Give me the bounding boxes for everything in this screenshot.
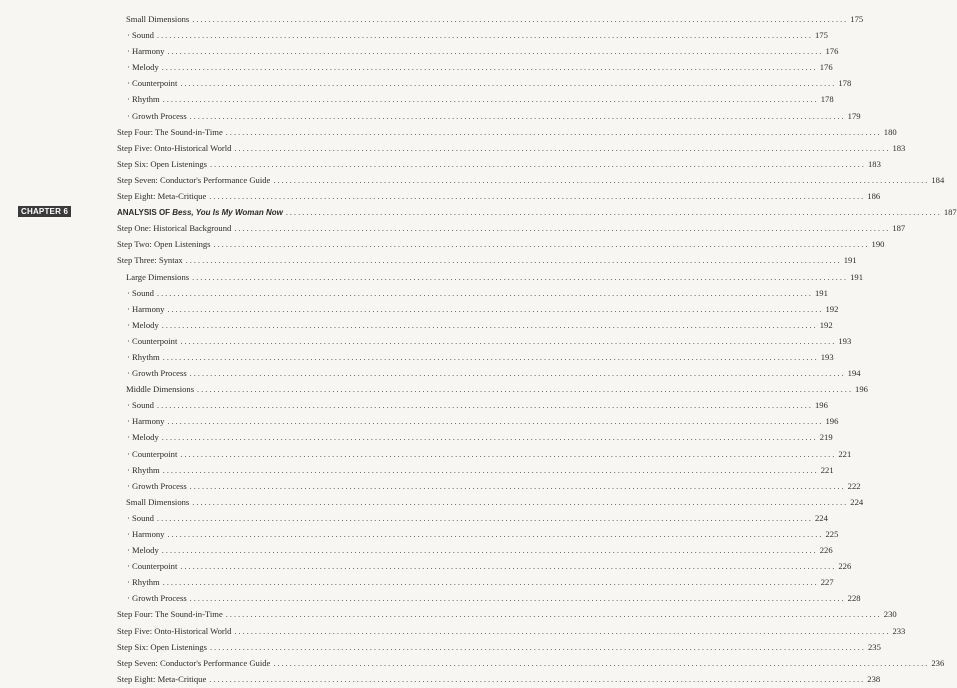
toc-entry-title: Step Two: Open Listenings [117, 239, 211, 250]
toc-entry-title: · Counterpoint [127, 561, 178, 572]
toc-entry-title: · Rhythm [127, 464, 160, 475]
dot-leader: ................................................................................................................................................................ [210, 159, 866, 169]
dot-leader: ................................................................................................................................................................ [161, 63, 818, 73]
dot-leader: ................................................................................................................................................................ [234, 224, 891, 234]
toc-row [0, 43, 839, 59]
toc-entry [126, 11, 864, 28]
toc-entry-page-number: 221 [838, 448, 852, 459]
toc-entry-title: Step Five: Onto-Historical World [117, 625, 232, 636]
dot-leader: ................................................................................................................................................................ [167, 530, 824, 539]
dot-leader: ................................................................................................................................................................ [209, 192, 866, 202]
toc-entry [127, 510, 828, 527]
toc-entry-page-number: 178 [820, 94, 834, 105]
toc-entry [126, 494, 864, 511]
toc-entry-page-number: 193 [820, 351, 834, 362]
toc-entry-title: Step Six: Open Listenings [117, 641, 207, 652]
chapter-row [0, 204, 957, 220]
toc-entry-title: · Melody [127, 319, 159, 330]
toc-entry [117, 172, 945, 189]
toc-entry [127, 43, 839, 60]
toc-entry-title: Step Three: Syntax [117, 255, 183, 266]
toc-row [0, 574, 834, 590]
dot-leader: ................................................................................................................................................................ [273, 175, 930, 185]
toc-entry-title: · Counterpoint [127, 448, 178, 459]
chapter-title [117, 205, 286, 221]
dot-leader: ................................................................................................................................................................ [192, 497, 849, 507]
dot-leader: ................................................................................................................................................................ [225, 127, 882, 137]
toc-entry [117, 655, 945, 672]
toc-entry-title: Small Dimensions [126, 14, 190, 24]
toc-entry-page-number: 235 [868, 641, 881, 652]
toc-row [0, 27, 828, 43]
toc-entry-title: Step Six: Open Listenings [117, 158, 207, 169]
toc-entry [127, 91, 834, 108]
toc-entry [127, 429, 833, 446]
toc-entry-page-number: 226 [819, 545, 833, 556]
toc-entry [117, 639, 881, 656]
toc-entry-page-number: 175 [814, 30, 828, 41]
toc-row [0, 236, 885, 252]
toc-entry [127, 590, 861, 607]
toc-entry-page-number: 194 [847, 368, 861, 379]
toc-entry-title: · Growth Process [127, 110, 187, 121]
dot-leader: ................................................................................................................................................................ [162, 352, 819, 362]
toc-entry [127, 285, 828, 302]
toc-entry-title: · Rhythm [127, 94, 160, 105]
toc-entry [127, 317, 833, 334]
toc-entry-title: · Sound [127, 400, 154, 411]
toc-row [0, 172, 945, 188]
toc-entry-page-number: 219 [819, 432, 833, 443]
toc-entry-page-number: 191 [814, 287, 828, 298]
toc-entry-page-number: 226 [838, 561, 852, 572]
toc-entry-page-number: 192 [825, 303, 839, 314]
toc-entry-title: · Melody [127, 432, 159, 443]
toc-entry [127, 365, 861, 382]
toc-entry-title: · Growth Process [127, 480, 187, 491]
toc-entry-page-number: 196 [855, 384, 868, 395]
toc-entry [127, 446, 852, 463]
toc-entry [127, 108, 861, 125]
chapter-title-italic: Bess, You Is My Woman Now [172, 208, 283, 218]
toc-row [0, 301, 839, 317]
toc-entry [127, 27, 828, 44]
toc-row [0, 655, 945, 671]
dot-leader: ................................................................................................................................................................ [156, 513, 813, 523]
toc-entry-title: Step Eight: Meta-Critique [117, 673, 207, 684]
toc-row [0, 317, 833, 333]
toc-entry-page-number: 224 [814, 512, 828, 523]
dot-leader: ................................................................................................................................................................ [189, 594, 846, 604]
toc-row [0, 220, 906, 236]
toc-entry [117, 623, 906, 640]
toc-entry-title: Step One: Historical Background [117, 223, 232, 234]
toc-entry-page-number: 227 [820, 577, 834, 588]
toc-entry [117, 220, 906, 237]
toc-row [0, 671, 881, 687]
toc-row [0, 526, 839, 542]
toc-entry-page-number: 183 [868, 158, 881, 169]
toc-entry-title: · Harmony [127, 416, 165, 427]
toc-entry-title: Step Five: Onto-Historical World [117, 142, 232, 153]
toc-row [0, 59, 833, 75]
toc-row [0, 11, 864, 27]
toc-row [0, 413, 839, 429]
toc-row [0, 397, 828, 413]
toc-entry [127, 333, 852, 350]
toc-entry-page-number: 192 [819, 319, 833, 330]
toc-entry-page-number: 193 [838, 335, 852, 346]
dot-leader: ................................................................................................................................................................ [180, 562, 837, 572]
toc-entry-title: Middle Dimensions [126, 384, 195, 395]
toc-entry [127, 574, 834, 591]
toc-list-bottom [0, 220, 945, 687]
dot-leader: ................................................................................................................................................................ [234, 626, 891, 636]
dot-leader: ................................................................................................................................................................ [180, 449, 837, 459]
toc-entry-page-number: 178 [838, 78, 852, 89]
toc-entry-page-number: 222 [847, 480, 861, 491]
toc-entry-page-number: 176 [819, 62, 833, 73]
dot-leader: ................................................................................................................................................................ [189, 481, 846, 491]
toc-entry [127, 542, 833, 559]
toc-entry-title: · Counterpoint [127, 78, 178, 89]
toc-entry [117, 188, 881, 205]
dot-leader: ................................................................................................................................................................ [180, 336, 837, 346]
toc-row [0, 108, 861, 124]
dot-leader: ................................................................................................................................................................ [156, 31, 813, 41]
toc-entry [127, 462, 834, 479]
toc-entry-title: Step Four: The Sound-in-Time [117, 609, 223, 620]
toc-entry [126, 269, 863, 286]
toc-entry-title: · Growth Process [127, 368, 187, 379]
toc-entry-title: · Growth Process [127, 593, 187, 604]
toc-entry [127, 397, 828, 414]
toc-row [0, 75, 852, 91]
toc-entry [117, 671, 881, 688]
toc-entry-page-number: 230 [883, 609, 897, 620]
toc-entry-title: · Melody [127, 545, 159, 556]
toc-entry [117, 140, 906, 157]
chapter-badge: CHAPTER 6 [18, 206, 71, 217]
toc-row [0, 252, 857, 268]
toc-entry-page-number: 186 [867, 191, 881, 202]
toc-entry-page-number: 236 [931, 657, 945, 668]
toc-entry [117, 156, 881, 173]
dot-leader: ................................................................................................................................................................ [167, 47, 824, 57]
dot-leader: ................................................................................................................................................................ [161, 433, 818, 443]
dot-leader: ................................................................................................................................................................ [213, 240, 870, 250]
toc-row [0, 542, 833, 558]
dot-leader: ................................................................................................................................................................ [167, 417, 824, 427]
toc-row [0, 156, 881, 172]
toc-entry-page-number: 187 [892, 223, 906, 234]
toc-entry-title: · Harmony [127, 303, 165, 314]
toc-entry-title: · Counterpoint [127, 335, 178, 346]
table-of-contents [0, 11, 957, 687]
toc-row [0, 590, 861, 606]
chapter-title-prefix: ANALYSIS OF [117, 208, 173, 218]
dot-leader: ................................................................................................................................................................ [197, 385, 854, 395]
dot-leader: ................................................................................................................................................................ [189, 111, 846, 121]
toc-entry [117, 236, 885, 253]
toc-row [0, 606, 897, 622]
toc-list-top [0, 11, 945, 204]
dot-leader: ................................................................................................................................................................ [234, 143, 891, 153]
toc-row [0, 558, 852, 574]
toc-entry-title: · Melody [127, 62, 159, 73]
dot-leader: ................................................................................................................................................................ [273, 658, 930, 668]
dot-leader: ................................................................................................................................................................ [156, 401, 813, 411]
dot-leader: ................................................................................................................................................................ [162, 578, 819, 588]
dot-leader: ................................................................................................................................................................ [189, 369, 846, 379]
toc-entry [127, 75, 852, 92]
toc-entry-title: Step Eight: Meta-Critique [117, 191, 207, 202]
toc-entry-title: Small Dimensions [126, 496, 190, 507]
toc-row [0, 478, 861, 494]
toc-entry-title: Step Seven: Conductor's Performance Guide [117, 174, 271, 185]
dot-leader: ................................................................................................................................................................ [167, 304, 824, 314]
toc-row [0, 188, 881, 204]
toc-entry-page-number: 228 [847, 593, 861, 604]
dot-leader: ................................................................................................................................................................ [162, 465, 819, 475]
toc-entry-page-number: 224 [850, 496, 864, 507]
toc-row [0, 623, 906, 639]
dot-leader: ................................................................................................................................................................ [161, 320, 818, 330]
toc-row [0, 140, 906, 156]
toc-row [0, 269, 863, 285]
toc-row [0, 462, 834, 478]
toc-entry-title: · Harmony [127, 46, 165, 57]
toc-row [0, 494, 864, 510]
dot-leader: ................................................................................................................................................................ [192, 15, 849, 24]
toc-entry-page-number: 183 [892, 142, 906, 153]
toc-entry [127, 558, 852, 575]
dot-leader: ................................................................................................................................................................ [209, 674, 866, 684]
toc-entry-page-number: 179 [847, 110, 861, 121]
toc-entry [117, 124, 897, 141]
toc-row [0, 510, 828, 526]
toc-entry [127, 59, 833, 76]
toc-entry-page-number: 191 [843, 255, 857, 266]
toc-entry-title: · Sound [127, 287, 154, 298]
toc-entry-title: · Harmony [127, 529, 165, 539]
toc-entry-title: Step Four: The Sound-in-Time [117, 126, 223, 137]
toc-entry-page-number: 175 [850, 14, 864, 24]
toc-entry-title: Step Seven: Conductor's Performance Guide [117, 657, 271, 668]
toc-row [0, 91, 834, 107]
chapter-entry [117, 204, 957, 221]
dot-leader: ................................................................................................................................................................ [225, 610, 882, 620]
toc-row [0, 639, 881, 655]
dot-leader: ................................................................................................................................................................ [185, 256, 842, 266]
toc-row [0, 333, 852, 349]
toc-entry-title: · Rhythm [127, 577, 160, 588]
toc-entry-page-number: 180 [883, 126, 897, 137]
toc-entry-page-number: 221 [820, 464, 834, 475]
toc-entry [127, 478, 861, 495]
toc-entry-title: · Sound [127, 30, 154, 41]
toc-entry-page-number: 233 [892, 625, 906, 636]
toc-entry-page-number: 196 [814, 400, 828, 411]
toc-entry-page-number: 191 [850, 271, 863, 282]
toc-row [0, 285, 828, 301]
toc-row [0, 429, 833, 445]
toc-entry [127, 301, 839, 318]
toc-entry [127, 413, 839, 430]
dot-leader: ................................................................................................................................................................ [180, 79, 837, 89]
toc-row [0, 446, 852, 462]
toc-row [0, 124, 897, 140]
toc-entry [126, 381, 868, 398]
dot-leader: ................................................................................................................................................................ [162, 95, 819, 105]
toc-entry-page-number: 190 [871, 239, 885, 250]
dot-leader: ................................................................................................................................................................ [156, 288, 813, 298]
chapter-page-number: 187 [943, 207, 957, 218]
toc-entry-title: · Rhythm [127, 351, 160, 362]
toc-entry-title: Large Dimensions [126, 271, 190, 282]
toc-entry [127, 349, 834, 366]
toc-entry-page-number: 176 [825, 46, 839, 57]
toc-entry-page-number: 196 [825, 416, 839, 427]
toc-row [0, 381, 868, 397]
toc-entry [127, 526, 839, 543]
toc-row [0, 365, 861, 381]
toc-entry-title: · Sound [127, 512, 154, 523]
dot-leader: ................................................................................................................................................................ [285, 208, 942, 218]
toc-entry [117, 606, 897, 623]
toc-row [0, 349, 834, 365]
toc-entry-page-number: 184 [931, 174, 945, 185]
toc-entry-page-number: 225 [825, 529, 839, 539]
dot-leader: ................................................................................................................................................................ [161, 546, 818, 556]
dot-leader: ................................................................................................................................................................ [192, 272, 849, 282]
toc-entry [117, 252, 857, 269]
toc-entry-page-number: 238 [867, 673, 881, 684]
dot-leader: ................................................................................................................................................................ [210, 642, 866, 652]
